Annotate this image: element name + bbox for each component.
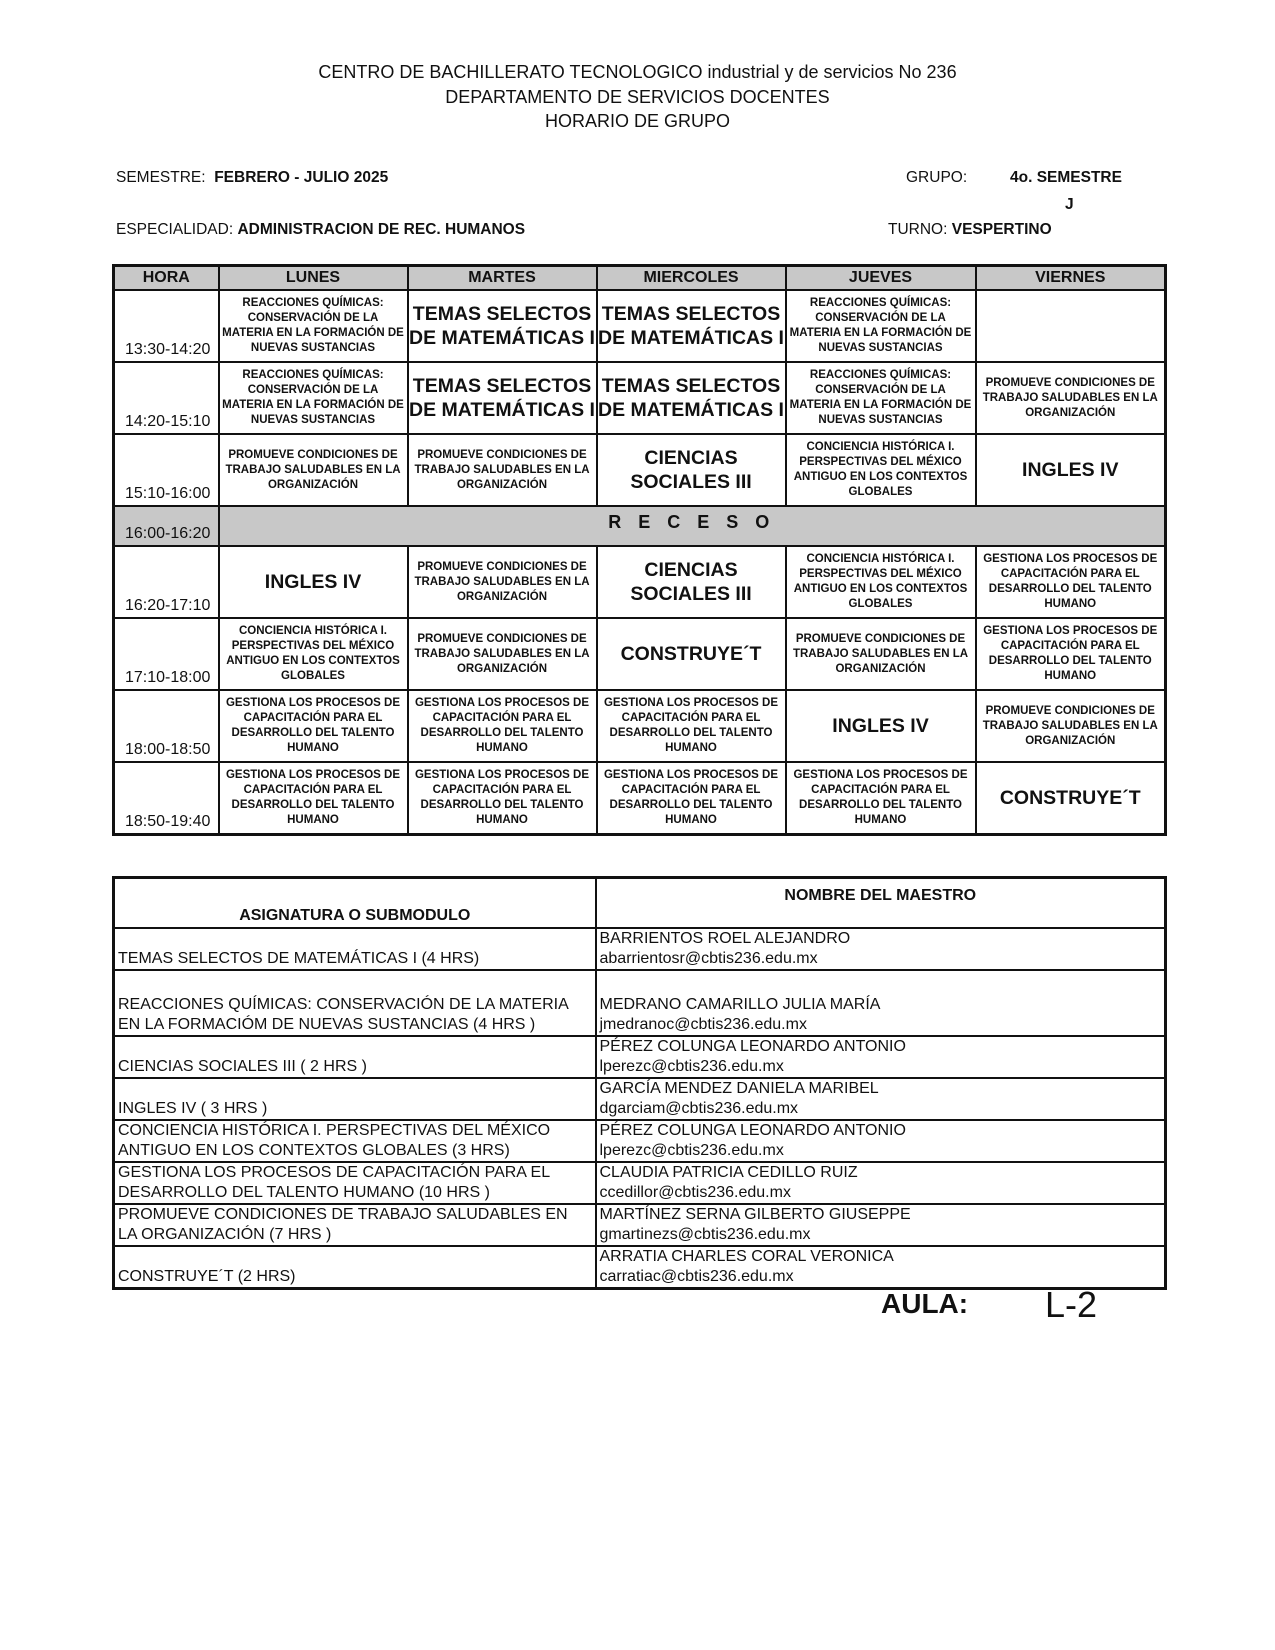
teacher-row bbox=[114, 1204, 1166, 1246]
class-cell bbox=[219, 434, 408, 506]
subject-line: PROMUEVE CONDICIONES DE TRABAJO SALUDABLES EN bbox=[118, 1206, 568, 1223]
subject-cell bbox=[114, 1078, 596, 1120]
teacher-cell bbox=[596, 1036, 1166, 1078]
class-subject: CIENCIAS SOCIALES III bbox=[630, 447, 752, 493]
class-subject: CONCIENCIA HISTÓRICA I. PERSPECTIVAS DEL MÉXICO ANTIGUO EN LOS CONTEXTOS GLOBALES bbox=[226, 625, 400, 682]
subject-cell bbox=[114, 1162, 596, 1204]
especialidad-label: ESPECIALIDAD: bbox=[116, 221, 234, 238]
class-cell bbox=[597, 618, 786, 690]
teacher-cell bbox=[596, 928, 1166, 970]
class-subject: GESTIONA LOS PROCESOS DE CAPACITACIÓN PARA EL DESARROLLO DEL TALENTO HUMANO bbox=[793, 769, 968, 826]
department-name: DEPARTAMENTO DE SERVICIOS DOCENTES bbox=[445, 87, 830, 107]
teacher-cell bbox=[596, 1162, 1166, 1204]
class-subject: GESTIONA LOS PROCESOS DE CAPACITACIÓN PARA EL DESARROLLO DEL TALENTO HUMANO bbox=[414, 769, 590, 826]
class-cell bbox=[976, 618, 1166, 690]
subject-line: REACCIONES QUÍMICAS: CONSERVACIÓN DE LA MATERIA bbox=[118, 996, 569, 1013]
header-miercoles: MIERCOLES bbox=[597, 266, 786, 291]
time-slot: 15:10-16:00 bbox=[114, 434, 219, 506]
class-subject: CONCIENCIA HISTÓRICA I. PERSPECTIVAS DEL MÉXICO ANTIGUO EN LOS CONTEXTOS GLOBALES bbox=[793, 553, 968, 610]
teacher-row bbox=[114, 1120, 1166, 1162]
class-subject: GESTIONA LOS PROCESOS DE CAPACITACIÓN PARA EL DESARROLLO DEL TALENTO HUMANO bbox=[225, 697, 401, 754]
teacher-cell bbox=[596, 1120, 1166, 1162]
teacher-name: GARCÍA MENDEZ DANIELA MARIBEL bbox=[599, 1080, 879, 1097]
class-cell bbox=[597, 362, 786, 434]
class-subject: GESTIONA LOS PROCESOS DE CAPACITACIÓN PARA EL DESARROLLO DEL TALENTO HUMANO bbox=[603, 697, 779, 754]
subject-line: EN LA FORMACIÓM DE NUEVAS SUSTANCIAS (4 HRS ) bbox=[118, 1016, 536, 1033]
class-subject: REACCIONES QUÍMICAS: CONSERVACIÓN DE LA MATERIA EN LA FORMACIÓN DE NUEVAS SUSTANCIAS bbox=[789, 297, 972, 354]
class-subject: TEMAS SELECTOS DE MATEMÁTICAS I bbox=[409, 303, 595, 349]
subject-cell bbox=[114, 970, 596, 1036]
schedule-table bbox=[112, 264, 1167, 836]
subject-line: LA ORGANIZACIÓN (7 HRS ) bbox=[118, 1226, 332, 1243]
class-subject: INGLES IV bbox=[1022, 459, 1119, 481]
class-cell bbox=[786, 618, 976, 690]
class-cell bbox=[597, 546, 786, 618]
header-viernes: VIERNES bbox=[976, 266, 1166, 291]
turno-field bbox=[888, 221, 1052, 239]
class-cell bbox=[786, 546, 976, 618]
teacher-email: jmedranoc@cbtis236.edu.mx bbox=[599, 1016, 807, 1033]
subject-line: DESARROLLO DEL TALENTO HUMANO (10 HRS ) bbox=[118, 1184, 490, 1201]
teacher-name: CLAUDIA PATRICIA CEDILLO RUIZ bbox=[599, 1164, 858, 1181]
teacher-name: PÉREZ COLUNGA LEONARDO ANTONIO bbox=[599, 1038, 906, 1055]
semestre-label: SEMESTRE: bbox=[116, 169, 206, 186]
class-cell bbox=[219, 362, 408, 434]
teacher-email: dgarciam@cbtis236.edu.mx bbox=[599, 1100, 799, 1117]
subject-cell bbox=[114, 1204, 596, 1246]
teacher-name: BARRIENTOS ROEL ALEJANDRO bbox=[599, 930, 851, 947]
class-cell bbox=[976, 362, 1166, 434]
teachers-header-row bbox=[114, 878, 1166, 929]
class-cell bbox=[219, 290, 408, 362]
class-cell bbox=[408, 546, 597, 618]
schedule-row bbox=[114, 618, 1166, 690]
schedule-row bbox=[114, 290, 1166, 362]
subject-line: CIENCIAS SOCIALES III ( 2 HRS ) bbox=[118, 1058, 367, 1075]
teacher-email: gmartinezs@cbtis236.edu.mx bbox=[599, 1226, 811, 1243]
class-subject: CONSTRUYE´T bbox=[999, 787, 1141, 809]
class-cell bbox=[408, 434, 597, 506]
class-cell bbox=[408, 618, 597, 690]
teacher-cell bbox=[596, 1204, 1166, 1246]
class-subject: CONSTRUYE´T bbox=[620, 643, 762, 665]
time-slot: 18:00-18:50 bbox=[114, 690, 219, 762]
class-subject: REACCIONES QUÍMICAS: CONSERVACIÓN DE LA MATERIA EN LA FORMACIÓN DE NUEVAS SUSTANCIAS bbox=[222, 369, 404, 426]
class-subject: GESTIONA LOS PROCESOS DE CAPACITACIÓN PARA EL DESARROLLO DEL TALENTO HUMANO bbox=[603, 769, 779, 826]
subject-line: GESTIONA LOS PROCESOS DE CAPACITACIÓN PARA EL bbox=[118, 1164, 551, 1181]
time-slot: 13:30-14:20 bbox=[114, 290, 219, 362]
turno-label: TURNO: bbox=[888, 221, 948, 238]
class-cell bbox=[976, 762, 1166, 835]
aula-label: AULA: bbox=[881, 1288, 969, 1319]
recess-row bbox=[114, 506, 1166, 546]
class-cell bbox=[976, 290, 1166, 362]
schedule-row bbox=[114, 762, 1166, 835]
recess-cell bbox=[219, 506, 1166, 546]
teacher-email: carratiac@cbtis236.edu.mx bbox=[599, 1268, 794, 1285]
class-subject: TEMAS SELECTOS DE MATEMÁTICAS I bbox=[409, 375, 595, 421]
class-cell bbox=[976, 690, 1166, 762]
teachers-table bbox=[112, 876, 1167, 1290]
subject-cell bbox=[114, 1246, 596, 1289]
class-cell bbox=[408, 762, 597, 835]
subject-line: TEMAS SELECTOS DE MATEMÁTICAS I (4 HRS) bbox=[118, 950, 480, 967]
class-cell bbox=[786, 434, 976, 506]
header-asignatura: ASIGNATURA O SUBMODULO bbox=[114, 878, 596, 929]
class-subject: TEMAS SELECTOS DE MATEMÁTICAS I bbox=[598, 375, 784, 421]
teacher-cell bbox=[596, 970, 1166, 1036]
header-martes: MARTES bbox=[408, 266, 597, 291]
class-cell bbox=[597, 434, 786, 506]
class-cell bbox=[597, 762, 786, 835]
aula-value: L-2 bbox=[1045, 1284, 1098, 1325]
class-cell bbox=[786, 690, 976, 762]
especialidad-field bbox=[116, 221, 525, 239]
teacher-name: PÉREZ COLUNGA LEONARDO ANTONIO bbox=[599, 1122, 906, 1139]
teacher-email: ccedillor@cbtis236.edu.mx bbox=[599, 1184, 791, 1201]
class-subject: PROMUEVE CONDICIONES DE TRABAJO SALUDABLES EN LA ORGANIZACIÓN bbox=[414, 448, 590, 491]
class-subject: REACCIONES QUÍMICAS: CONSERVACIÓN DE LA MATERIA EN LA FORMACIÓN DE NUEVAS SUSTANCIAS bbox=[789, 369, 972, 426]
schedule-header-row bbox=[114, 266, 1166, 291]
class-subject: GESTIONA LOS PROCESOS DE CAPACITACIÓN PARA EL DESARROLLO DEL TALENTO HUMANO bbox=[414, 697, 590, 754]
header-hora: HORA bbox=[114, 266, 219, 291]
class-cell bbox=[976, 434, 1166, 506]
teacher-cell bbox=[596, 1246, 1166, 1289]
class-cell bbox=[219, 762, 408, 835]
grupo-value: 4o. SEMESTRE bbox=[1010, 169, 1122, 186]
teacher-email: lperezc@cbtis236.edu.mx bbox=[599, 1142, 784, 1159]
class-subject: GESTIONA LOS PROCESOS DE CAPACITACIÓN PARA EL DESARROLLO DEL TALENTO HUMANO bbox=[983, 553, 1158, 610]
schedule-row bbox=[114, 690, 1166, 762]
recess-label: R E C E S O bbox=[608, 511, 776, 532]
class-subject: PROMUEVE CONDICIONES DE TRABAJO SALUDABLES EN LA ORGANIZACIÓN bbox=[982, 376, 1158, 419]
teacher-row bbox=[114, 1162, 1166, 1204]
class-cell bbox=[408, 690, 597, 762]
class-subject: PROMUEVE CONDICIONES DE TRABAJO SALUDABLES EN LA ORGANIZACIÓN bbox=[792, 632, 969, 675]
class-subject: CIENCIAS SOCIALES III bbox=[630, 559, 752, 605]
time-slot: 18:50-19:40 bbox=[114, 762, 219, 835]
class-cell bbox=[219, 546, 408, 618]
class-subject: TEMAS SELECTOS DE MATEMÁTICAS I bbox=[598, 303, 784, 349]
class-subject: PROMUEVE CONDICIONES DE TRABAJO SALUDABLES EN LA ORGANIZACIÓN bbox=[414, 560, 590, 603]
school-name: CENTRO DE BACHILLERATO TECNOLOGICO industrial y de servicios No 236 bbox=[318, 62, 957, 82]
class-subject: REACCIONES QUÍMICAS: CONSERVACIÓN DE LA MATERIA EN LA FORMACIÓN DE NUEVAS SUSTANCIAS bbox=[222, 297, 404, 354]
class-subject: INGLES IV bbox=[264, 571, 362, 593]
time-slot: 16:20-17:10 bbox=[114, 546, 219, 618]
document-title: HORARIO DE GRUPO bbox=[544, 111, 731, 131]
time-slot: 17:10-18:00 bbox=[114, 618, 219, 690]
class-cell bbox=[976, 546, 1166, 618]
especialidad-value: ADMINISTRACION DE REC. HUMANOS bbox=[237, 221, 526, 238]
header-jueves: JUEVES bbox=[786, 266, 976, 291]
semestre-value: FEBRERO - JULIO 2025 bbox=[214, 169, 389, 186]
teacher-email: abarrientosr@cbtis236.edu.mx bbox=[599, 950, 818, 967]
teacher-name: MARTÍNEZ SERNA GILBERTO GIUSEPPE bbox=[599, 1206, 911, 1223]
turno-value: VESPERTINO bbox=[951, 221, 1052, 238]
class-cell bbox=[786, 362, 976, 434]
class-cell bbox=[786, 762, 976, 835]
class-cell bbox=[219, 690, 408, 762]
subject-cell bbox=[114, 1120, 596, 1162]
teacher-row bbox=[114, 970, 1166, 1036]
time-slot: 14:20-15:10 bbox=[114, 362, 219, 434]
time-slot: 16:00-16:20 bbox=[114, 506, 219, 546]
class-subject: PROMUEVE CONDICIONES DE TRABAJO SALUDABLES EN LA ORGANIZACIÓN bbox=[414, 632, 590, 675]
class-subject: CONCIENCIA HISTÓRICA I. PERSPECTIVAS DEL MÉXICO ANTIGUO EN LOS CONTEXTOS GLOBALES bbox=[793, 441, 968, 498]
class-cell bbox=[597, 690, 786, 762]
schedule-row bbox=[114, 434, 1166, 506]
class-subject: GESTIONA LOS PROCESOS DE CAPACITACIÓN PARA EL DESARROLLO DEL TALENTO HUMANO bbox=[983, 625, 1158, 682]
grupo-letter: J bbox=[1065, 196, 1074, 213]
class-subject: GESTIONA LOS PROCESOS DE CAPACITACIÓN PARA EL DESARROLLO DEL TALENTO HUMANO bbox=[225, 769, 401, 826]
class-cell bbox=[408, 290, 597, 362]
teacher-row bbox=[114, 1036, 1166, 1078]
grupo-label: GRUPO: bbox=[906, 169, 968, 186]
teacher-row bbox=[114, 928, 1166, 970]
header-lunes: LUNES bbox=[219, 266, 408, 291]
class-subject: PROMUEVE CONDICIONES DE TRABAJO SALUDABLES EN LA ORGANIZACIÓN bbox=[225, 448, 401, 491]
semestre-field bbox=[116, 169, 388, 187]
subject-line: ANTIGUO EN LOS CONTEXTOS GLOBALES (3 HRS) bbox=[118, 1142, 510, 1159]
header-maestro: NOMBRE DEL MAESTRO bbox=[596, 878, 1166, 929]
teacher-name: MEDRANO CAMARILLO JULIA MARÍA bbox=[599, 996, 881, 1013]
teacher-name: ARRATIA CHARLES CORAL VERONICA bbox=[599, 1248, 894, 1265]
subject-line: CONCIENCIA HISTÓRICA I. PERSPECTIVAS DEL MÉXICO bbox=[118, 1122, 551, 1139]
class-cell bbox=[786, 290, 976, 362]
teacher-email: lperezc@cbtis236.edu.mx bbox=[599, 1058, 784, 1075]
class-subject: INGLES IV bbox=[832, 715, 929, 737]
subject-cell bbox=[114, 1036, 596, 1078]
subject-cell bbox=[114, 928, 596, 970]
class-cell bbox=[219, 618, 408, 690]
class-cell bbox=[597, 290, 786, 362]
subject-line: INGLES IV ( 3 HRS ) bbox=[118, 1100, 268, 1117]
teacher-row bbox=[114, 1078, 1166, 1120]
class-subject: PROMUEVE CONDICIONES DE TRABAJO SALUDABLES EN LA ORGANIZACIÓN bbox=[982, 704, 1158, 747]
schedule-row bbox=[114, 546, 1166, 618]
class-cell bbox=[408, 362, 597, 434]
teacher-cell bbox=[596, 1078, 1166, 1120]
schedule-row bbox=[114, 362, 1166, 434]
teacher-row bbox=[114, 1246, 1166, 1289]
subject-line: CONSTRUYE´T (2 HRS) bbox=[118, 1268, 296, 1285]
